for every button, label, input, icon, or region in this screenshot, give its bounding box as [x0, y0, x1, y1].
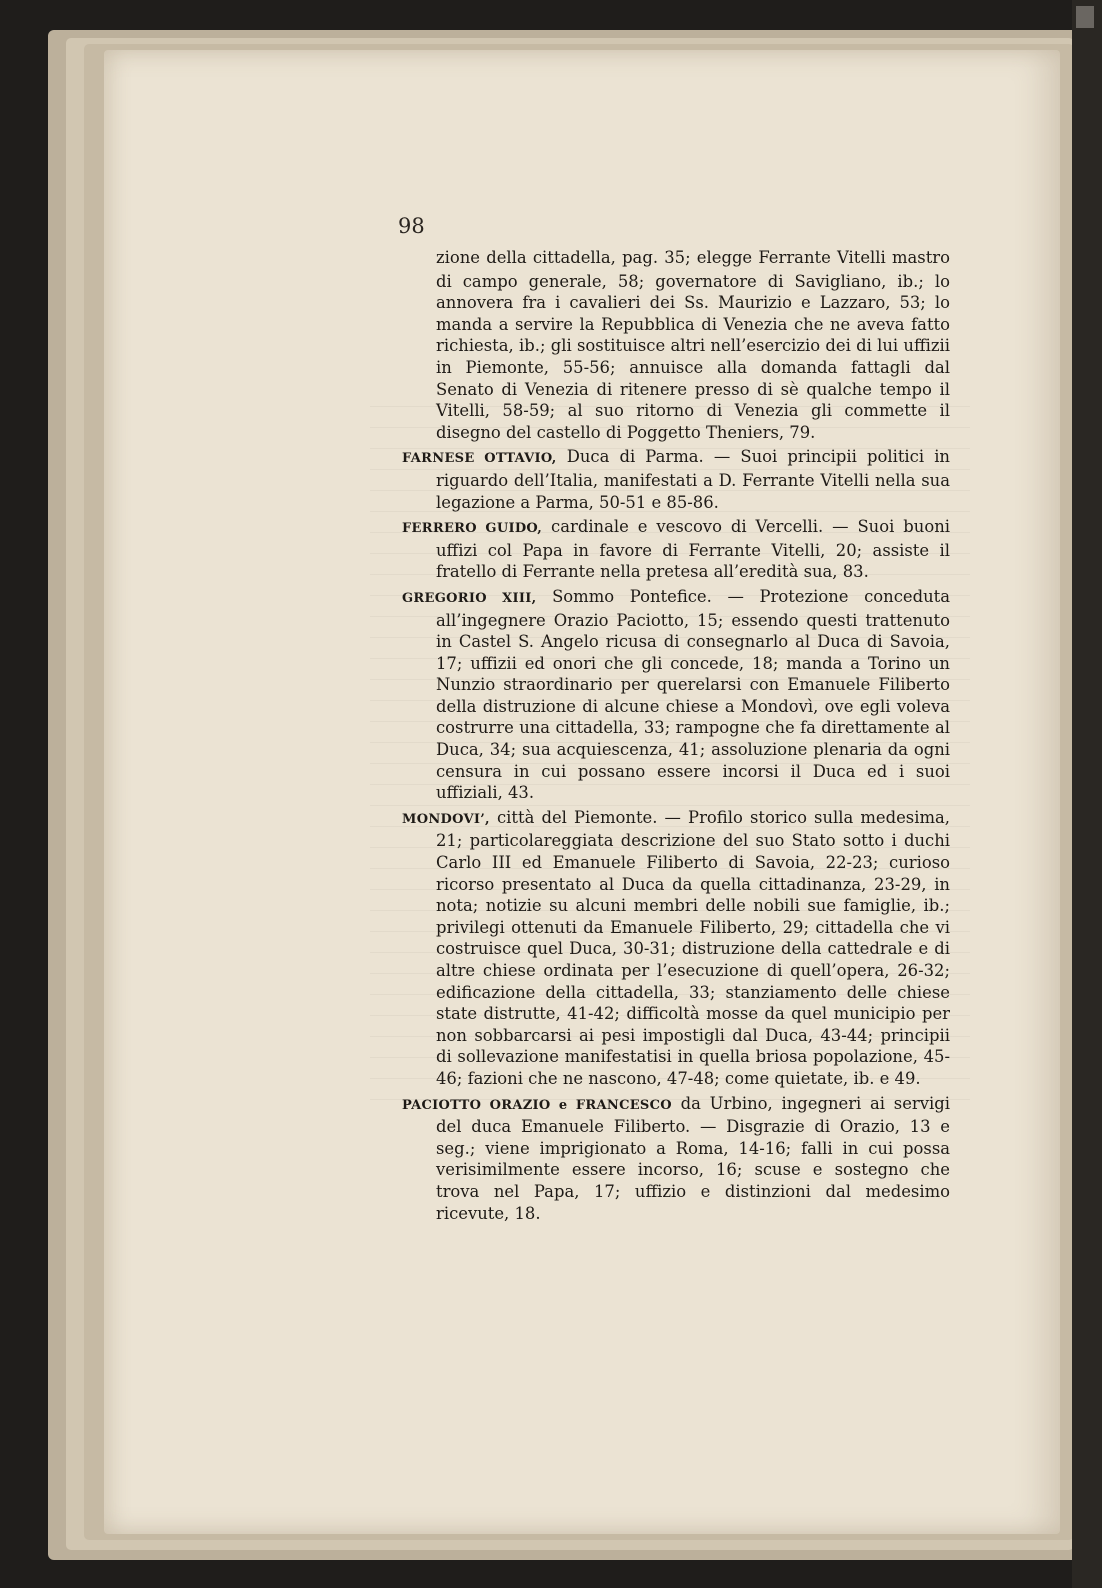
- entry-text: città del Piemonte. — Profilo storico sulla medesima, 21; particolareggiata descrizione del suo Stato sotto i duchi Carlo III ed Emanuele Filiberto di Savoia, 22-23; curioso ricorso presentato al Duca da quella cittadinanza, 23-29, in nota; notizie su alcuni membri delle nobili sue famiglie, ib.; privilegi ottenuti da Emanuele Filiberto, 29; cittadella che vi costruisce quel Duca, 30-31; distruzione della cattedrale e di altre chiese ordinata per l’esecuzione di quell’opera, 26-32; edificazione della cittadella, 33; stanziamento delle chiese state distrutte, 41-42; difficoltà mosse da quel municipio per non sobbarcarsi ai pesi impostigli dal Duca, 43-44; principii di sollevazione manifestatisi in quella briosa popolazione, 45-46; fazioni che ne nascono, 47-48; come quietate, ib. e 49.: [436, 807, 950, 1088]
- index-entry: [402, 586, 950, 804]
- entry-text: Sommo Pontefice. — Protezione conceduta all’ingegnere Orazio Paciotto, 15; essendo questi trattenuto in Castel S. Angelo ricusa di consegnarlo al Duca di Savoia, 17; uffizii ed onori che gli concede, 18; manda a Torino un Nunzio straordinario per querelarsi con Emanuele Filiberto della distruzione di alcune chiese a Mondovì, ove egli voleva costrurre una cittadella, 33; rampogne che fa direttamente al Duca, 34; sua acquiescenza, 41; assoluzione plenaria da ogni censura in cui possano essere incorsi il Duca ed i suoi uffiziali, 43.: [436, 586, 951, 803]
- entry-heading: FERRERO GUIDO,: [402, 521, 543, 537]
- entry-text: da Urbino, ingegneri ai servigi del duca Emanuele Filiberto. — Disgrazie di Orazio, 13 e seg.; viene imprigionato a Roma, 14-16; falli in cui possa verisimilmente essere incorso, 16; scuse e sostegno che trova nel Papa, 17; uffizio e distinzioni dal medesimo ricevute, 18.: [436, 1093, 950, 1223]
- index-entries: [402, 247, 950, 1227]
- book-spine: [1072, 0, 1102, 1588]
- entry-heading: PACIOTTO ORAZIO e FRANCESCO: [402, 1097, 672, 1113]
- index-entry: [402, 446, 950, 513]
- index-entry: [402, 516, 950, 583]
- index-entry: [402, 807, 950, 1090]
- entry-heading: MONDOVI’,: [402, 811, 490, 827]
- entry-heading: GREGORIO XIII,: [402, 590, 537, 606]
- entry-text: Duca di Parma. — Suoi principii politici in riguardo dell’Italia, manifestati a D. Ferrante Vitelli nella sua legazione a Parma, 50-51 e 85-86.: [436, 447, 950, 512]
- binding-tab: [1076, 6, 1094, 28]
- index-entry: [402, 247, 950, 443]
- entry-heading: FARNESE OTTAVIO,: [402, 451, 557, 467]
- entry-text: zione della cittadella, pag. 35; elegge Ferrante Vitelli mastro di campo generale, 58; governatore di Savigliano, ib.; lo annovera fra i cavalieri dei Ss. Maurizio e Lazzaro, 53; lo manda a servire la Repubblica di Venezia che ne aveva fatto richiesta, ib.; gli sostituisce altri nell’esercizio dei di lui uffizii in Piemonte, 55-56; annuisce alla domanda fattagli dal Senato di Venezia di ritenere presso di sè qualche tempo il Vitelli, 58-59; al suo ritorno di Venezia gli commette il disegno del castello di Poggetto Theniers, 79.: [436, 248, 950, 442]
- page-number: 98: [398, 214, 425, 238]
- index-entry: [402, 1093, 950, 1225]
- entry-text: cardinale e vescovo di Vercelli. — Suoi buoni uffizi col Papa in favore di Ferrante Vitelli, 20; assiste il fratello di Ferrante nella pretesa all’eredità sua, 83.: [436, 517, 950, 582]
